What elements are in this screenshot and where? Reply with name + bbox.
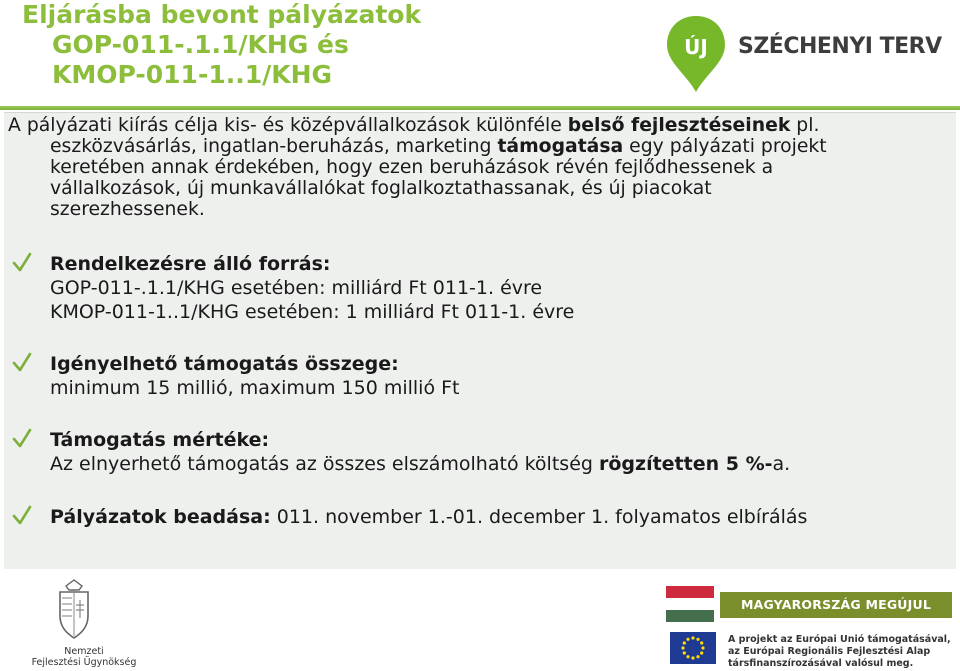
source-line-kmop: KMOP-011-1..1/KHG esetében: 1 milliárd Ft 011-1. évre bbox=[50, 301, 575, 323]
slide-title bbox=[22, 0, 421, 90]
intro-line-3: keretében annak érdekében, hogy ezen beruházások révén fejlődhessenek a bbox=[50, 157, 774, 178]
checkmark-icon bbox=[12, 505, 32, 527]
agency-name: Nemzeti Fejlesztési Ügynökség bbox=[31, 646, 137, 668]
intro-paragraph bbox=[8, 115, 958, 220]
hungarian-coat-of-arms-icon bbox=[52, 578, 96, 640]
checkmark-icon bbox=[12, 352, 32, 374]
rate-heading: Támogatás mértéke: bbox=[50, 429, 270, 451]
title-line-1: Eljárásba bevont pályázatok bbox=[22, 0, 422, 29]
checkmark-icon bbox=[12, 428, 32, 450]
eu-funding-footer bbox=[662, 586, 958, 668]
eu-flag-icon bbox=[670, 632, 716, 664]
amount-heading: Igényelhető támogatás összege: bbox=[50, 353, 399, 375]
intro-line-1: A pályázati kiírás célja kis- és középvállalkozások különféle belső fejlesztéseinek pl. bbox=[8, 115, 820, 136]
intro-line-2: eszközvásárlás, ingatlan-beruházás, marketing támogatása egy pályázati projekt bbox=[50, 136, 827, 157]
source-line-gop: GOP-011-.1.1/KHG esetében: milliárd Ft 011-1. évre bbox=[50, 277, 543, 299]
nfu-logo bbox=[24, 578, 144, 668]
title-line-2: GOP-011-.1.1/KHG és bbox=[52, 30, 349, 59]
hungarian-flag-icon bbox=[666, 586, 714, 622]
logo-mark: ÚJ bbox=[684, 35, 708, 59]
magyarorszag-megujul-banner: MAGYARORSZÁG MEGÚJUL bbox=[720, 592, 952, 618]
checkmark-icon bbox=[12, 252, 32, 274]
uj-szechenyi-terv-logo bbox=[664, 14, 942, 94]
intro-line-4: vállalkozások, új munkavállalókat foglalkoztathassanak, és új piacokat bbox=[50, 178, 712, 199]
rate-text: Az elnyerhető támogatás az összes elszámolható költség rögzítetten 5 %-a. bbox=[50, 453, 791, 475]
source-heading: Rendelkezésre álló forrás: bbox=[50, 253, 331, 275]
title-line-3: KMOP-011-1..1/KHG bbox=[52, 60, 333, 89]
amount-range: minimum 15 millió, maximum 150 millió Ft bbox=[50, 377, 460, 399]
intro-line-5: szerezhessenek. bbox=[50, 199, 205, 220]
map-pin-icon bbox=[664, 14, 728, 94]
logo-brand-text: SZÉCHENYI TERV bbox=[738, 34, 942, 59]
header-divider bbox=[0, 106, 960, 110]
submission-text: Pályázatok beadása: 011. november 1.-01. december 1. folyamatos elbírálás bbox=[50, 506, 808, 528]
eu-funding-text: A projekt az Európai Unió támogatásával, az Európai Regionális Fejlesztési Alap társfinanszírozásával valósul meg. bbox=[728, 634, 951, 669]
